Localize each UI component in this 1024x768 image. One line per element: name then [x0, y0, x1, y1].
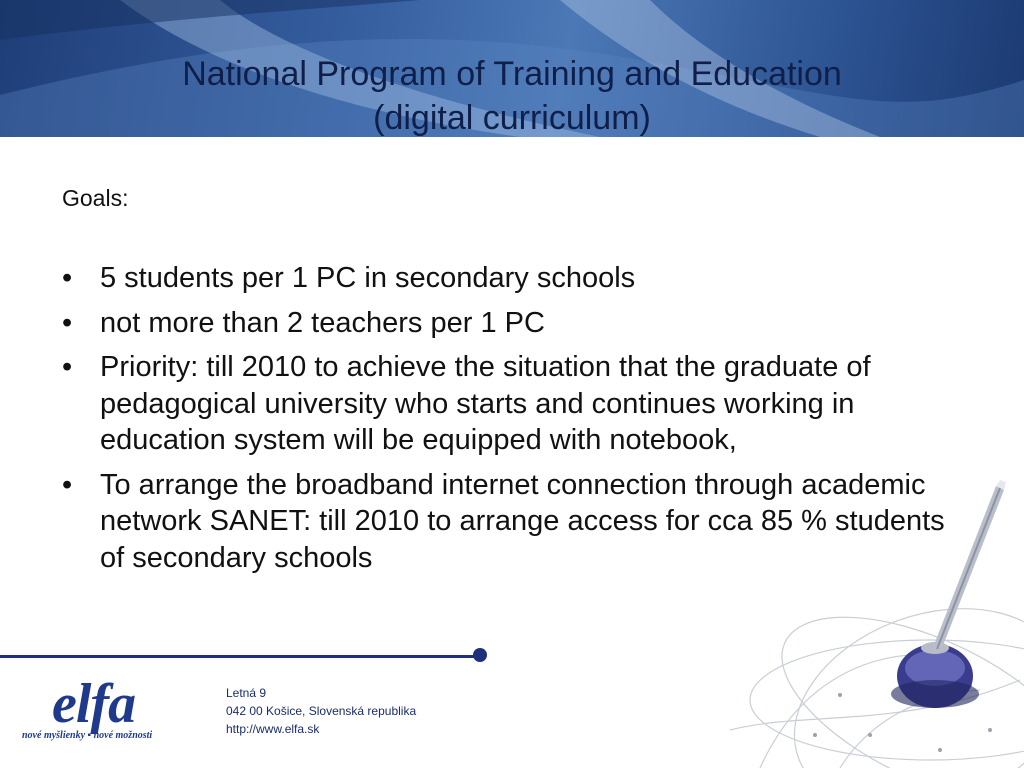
bullet-text: not more than 2 teachers per 1 PC: [100, 306, 545, 339]
address-website: http://www.elfa.sk: [226, 722, 320, 736]
footer-divider-dot: [473, 648, 487, 662]
bullet-item: [60, 260, 960, 297]
address-city: 042 00 Košice, Slovenská republika: [226, 704, 417, 718]
goals-label: Goals:: [62, 185, 129, 211]
bullet-item: [60, 305, 960, 342]
title-line-1: National Program of Training and Education: [182, 55, 842, 93]
elfa-logo: [22, 673, 178, 746]
bullet-point: •: [62, 468, 73, 501]
footer-address: [226, 684, 416, 738]
bullet-point: •: [62, 351, 73, 383]
slide-title: [0, 52, 1024, 140]
bullet-point: •: [62, 306, 73, 339]
pen-globe-illustration: [720, 480, 1024, 768]
logo-tagline: nové myšlienky ▪ nové možnosti: [22, 730, 153, 741]
address-street: Letná 9: [226, 686, 267, 700]
bullet-text: 5 students per 1 PC in secondary schools: [100, 262, 636, 294]
bullet-item: [60, 349, 960, 459]
bullet-text: Priority: till 2010 to achieve the situation that the graduate of pedagogical university who starts and continues working in education system will be equipped with notebook,: [100, 351, 871, 456]
title-line-2: (digital curriculum): [373, 99, 651, 137]
logo-wordmark: elfa: [52, 673, 136, 735]
bullet-text: To arrange the broadband internet connection through academic network SANET: till 2010 to arrange access for cca 85 % students of secondary schools: [100, 468, 945, 574]
bullet-point: •: [62, 262, 73, 294]
footer-divider-line: [0, 655, 481, 658]
